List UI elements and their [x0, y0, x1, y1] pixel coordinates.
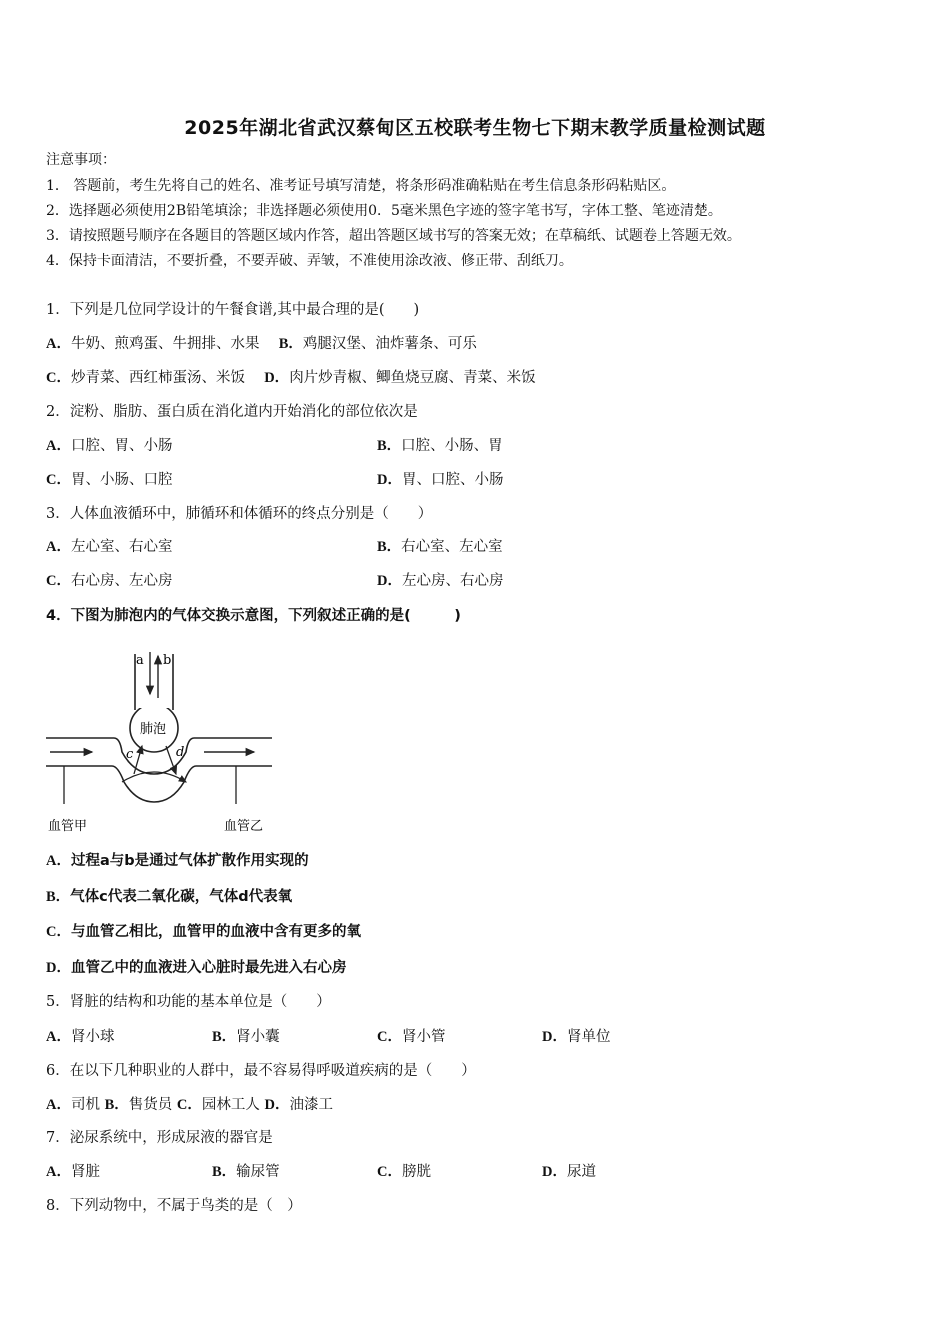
- question-3-stem: 3．人体血液循环中，肺循环和体循环的终点分别是（ ）: [46, 506, 433, 522]
- q7-option-c-letter: C．: [377, 1164, 402, 1180]
- q7-option-b: [212, 1162, 280, 1182]
- q4-option-a: [46, 851, 309, 871]
- q4-option-c-letter: C．: [46, 924, 71, 940]
- q7-option-a-text: 肾脏: [70, 1164, 100, 1180]
- question-8-stem: 8．下列动物中，不属于鸟类的是（ ）: [46, 1198, 302, 1214]
- q3-option-a-letter: A．: [46, 539, 71, 555]
- q2-option-d-text: 胃、口腔、小肠: [401, 472, 504, 488]
- q1-option-c-letter: C．: [46, 370, 71, 386]
- q3-option-d-text: 左心房、右心房: [401, 573, 504, 589]
- alveolus-label: 肺泡: [140, 722, 167, 737]
- q5-option-c: [377, 1027, 445, 1047]
- alveolus-gas-exchange-diagram: [44, 642, 284, 838]
- q1-option-a-letter: A．: [46, 336, 71, 352]
- q4-option-d-text: 血管乙中的血液进入心脏时最先进入右心房: [70, 960, 347, 976]
- q5-option-c-text: 肾小管: [401, 1029, 446, 1045]
- question-5-stem: 5．肾脏的结构和功能的基本单位是（ ）: [46, 994, 331, 1010]
- q7-option-a-letter: A．: [46, 1164, 71, 1180]
- q2-option-d: [377, 470, 503, 490]
- notice-item-4: 4．保持卡面清洁，不要折叠，不要弄破、弄皱，不准使用涂改液、修正带、刮纸刀。: [46, 253, 573, 269]
- q6-option-c-text: 园林工人: [201, 1097, 260, 1113]
- label-b: b: [163, 653, 172, 668]
- q6-option-b-letter: B．: [104, 1097, 129, 1113]
- q5-option-a-text: 肾小球: [70, 1029, 115, 1045]
- q7-option-b-letter: B．: [212, 1164, 237, 1180]
- q2-option-b-text: 口腔、小肠、胃: [401, 438, 503, 454]
- q6-option-a-text: 司机: [70, 1097, 100, 1113]
- q1-option-b-text: 鸡腿汉堡、油炸薯条、可乐: [302, 336, 477, 352]
- question-1-options-cd: [46, 368, 536, 388]
- q2-option-a-text: 口腔、胃、小肠: [70, 438, 173, 454]
- q3-option-b-letter: B．: [377, 539, 402, 555]
- q2-option-c-text: 胃、小肠、口腔: [70, 472, 173, 488]
- q2-option-c: [46, 470, 172, 490]
- vessel-2-label: 血管乙: [224, 819, 264, 834]
- q3-option-b-text: 右心室、左心室: [401, 539, 503, 555]
- q6-option-d-text: 油漆工: [289, 1097, 333, 1113]
- q1-option-b-letter: B．: [278, 336, 303, 352]
- q4-option-b-text: 气体c代表二氧化碳，气体d代表氧: [70, 889, 293, 905]
- question-2-stem: 2．淀粉、脂肪、蛋白质在消化道内开始消化的部位依次是: [46, 404, 418, 420]
- q7-option-d-letter: D．: [542, 1164, 567, 1180]
- q3-option-d-letter: D．: [377, 573, 402, 589]
- q4-option-a-letter: A．: [46, 853, 71, 869]
- q4-option-a-text: 过程a与b是通过气体扩散作用实现的: [70, 853, 309, 869]
- label-c: c: [126, 747, 134, 762]
- q4-option-d: [46, 958, 346, 978]
- q5-option-b: [212, 1027, 280, 1047]
- q5-option-d-letter: D．: [542, 1029, 567, 1045]
- notice-item-1: 1． 答题前，考生先将自己的姓名、准考证号填写清楚，将条形码准确粘贴在考生信息条形码粘贴区。: [46, 178, 676, 194]
- q5-option-d-text: 肾单位: [566, 1029, 611, 1045]
- alveolus-opening: [136, 702, 172, 708]
- q3-option-d: [377, 571, 503, 591]
- question-1-stem: 1．下列是几位同学设计的午餐食谱,其中最合理的是( ): [46, 302, 420, 318]
- question-1-options-ab: [46, 334, 477, 354]
- q2-option-a-letter: A．: [46, 438, 71, 454]
- q2-option-c-letter: C．: [46, 472, 71, 488]
- question-6-stem: 6．在以下几种职业的人群中，最不容易得呼吸道疾病的是（ ）: [46, 1063, 476, 1079]
- q7-option-a: [46, 1162, 100, 1182]
- q6-option-b-text: 售货员: [128, 1097, 173, 1113]
- q4-option-c: [46, 922, 361, 942]
- q3-option-a: [46, 537, 172, 557]
- notice-item-2: 2．选择题必须使用2B铅笔填涂；非选择题必须使用0．5毫米黑色字迹的签字笔书写，字体工整、笔迹清楚。: [46, 203, 722, 219]
- vessel-lower-wall: [46, 766, 272, 802]
- notice-item-3: 3．请按照题号顺序在各题目的答题区域内作答，超出答题区域书写的答案无效；在草稿纸、试题卷上答题无效。: [46, 228, 741, 244]
- q2-option-b-letter: B．: [377, 438, 402, 454]
- q3-option-c-text: 右心房、左心房: [70, 573, 173, 589]
- q4-option-b-letter: B．: [46, 889, 71, 905]
- q1-option-c-text: 炒青菜、西红柿蛋汤、米饭: [70, 370, 245, 386]
- q7-option-c-text: 膀胱: [401, 1164, 431, 1180]
- q5-option-d: [542, 1027, 610, 1047]
- question-4-stem: 4．下图为肺泡内的气体交换示意图，下列叙述正确的是( ): [46, 608, 461, 624]
- q5-option-b-letter: B．: [212, 1029, 237, 1045]
- question-6-options: [46, 1095, 333, 1115]
- q7-option-d: [542, 1162, 596, 1182]
- q6-option-d-letter: D．: [264, 1097, 290, 1113]
- q4-option-b: [46, 887, 292, 907]
- q2-option-b: [377, 436, 503, 456]
- q7-option-b-text: 输尿管: [236, 1164, 280, 1180]
- label-a: a: [136, 653, 144, 668]
- q5-option-a-letter: A．: [46, 1029, 71, 1045]
- q6-option-a-letter: A．: [46, 1097, 71, 1113]
- q1-option-d-letter: D．: [264, 370, 290, 386]
- q4-option-c-text: 与血管乙相比，血管甲的血液中含有更多的氧: [70, 924, 361, 940]
- q5-option-c-letter: C．: [377, 1029, 402, 1045]
- q3-option-a-text: 左心室、右心室: [70, 539, 173, 555]
- q5-option-a: [46, 1027, 114, 1047]
- q3-option-c-letter: C．: [46, 573, 71, 589]
- q2-option-d-letter: D．: [377, 472, 402, 488]
- label-d: d: [176, 745, 185, 760]
- q7-option-c: [377, 1162, 431, 1182]
- page-title: 2025年湖北省武汉蔡甸区五校联考生物七下期末教学质量检测试题: [184, 117, 766, 139]
- q5-option-b-text: 肾小囊: [236, 1029, 280, 1045]
- q3-option-c: [46, 571, 172, 591]
- q7-option-d-text: 尿道: [566, 1164, 596, 1180]
- q4-option-d-letter: D．: [46, 960, 71, 976]
- q2-option-a: [46, 436, 172, 456]
- q1-option-d-text: 肉片炒青椒、鲫鱼烧豆腐、青菜、米饭: [289, 370, 536, 386]
- vessel-1-label: 血管甲: [48, 819, 88, 834]
- notice-header: 注意事项：: [46, 152, 116, 168]
- question-7-stem: 7．泌尿系统中，形成尿液的器官是: [46, 1130, 273, 1146]
- q6-option-c-letter: C．: [176, 1097, 202, 1113]
- q3-option-b: [377, 537, 503, 557]
- q1-option-a-text: 牛奶、煎鸡蛋、牛拥排、水果: [70, 336, 260, 352]
